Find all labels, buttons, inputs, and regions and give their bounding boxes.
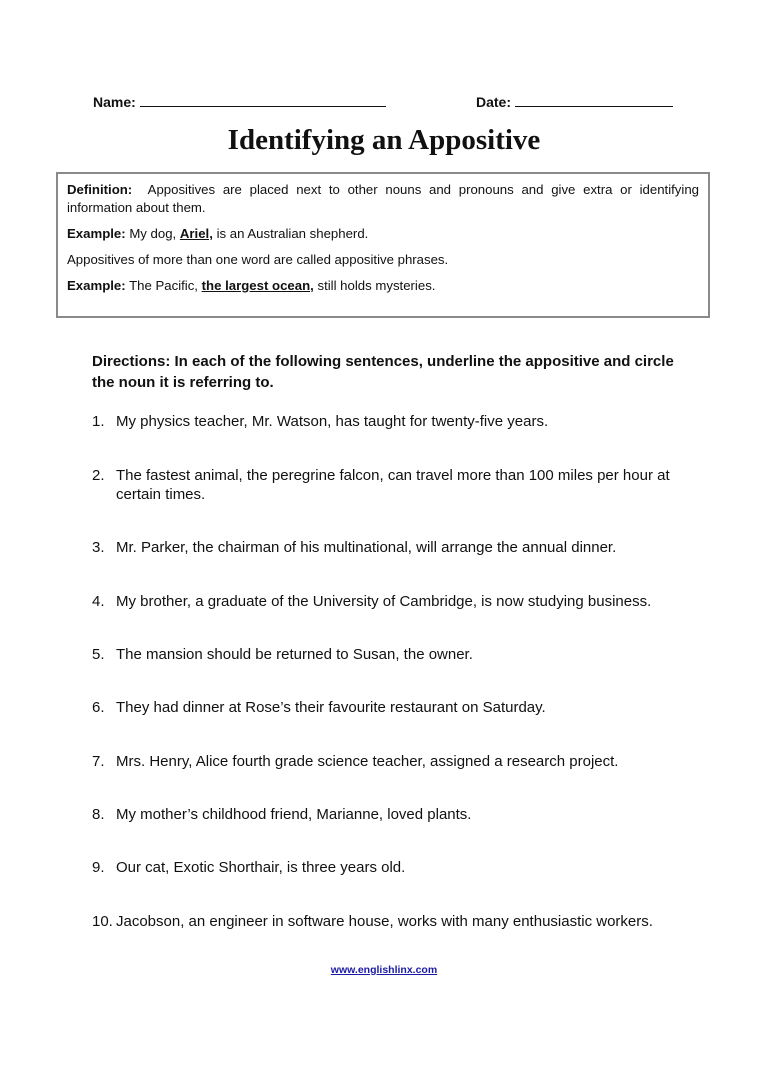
item-sentence: The mansion should be returned to Susan, the owner.	[116, 646, 473, 663]
item-sentence: Our cat, Exotic Shorthair, is three years old.	[116, 859, 406, 876]
name-field	[93, 92, 386, 110]
definition-box	[56, 172, 710, 318]
example-2	[67, 277, 699, 295]
phrase-note: Appositives of more than one word are called appositive phrases.	[67, 252, 449, 267]
item-number: 5.	[92, 646, 105, 663]
list-item	[92, 412, 682, 431]
item-number: 6.	[92, 699, 105, 716]
page-title: Identifying an Appositive	[227, 124, 541, 156]
item-sentence: The fastest animal, the peregrine falcon, can travel more than 100 miles per hour at certain times.	[116, 467, 670, 503]
example-2-before: The Pacific,	[129, 278, 198, 293]
item-number: 4.	[92, 593, 105, 610]
example-1-label: Example:	[67, 226, 126, 241]
name-blank-line	[140, 92, 386, 107]
item-sentence: Jacobson, an engineer in software house, works with many enthusiastic workers.	[116, 913, 653, 930]
item-sentence: My mother’s childhood friend, Marianne, loved plants.	[116, 806, 472, 823]
example-1-before: My dog,	[129, 226, 177, 241]
item-sentence: My brother, a graduate of the University of Cambridge, is now studying business.	[116, 593, 652, 610]
list-item	[92, 858, 682, 877]
date-blank-line	[515, 92, 673, 107]
list-item	[92, 538, 682, 557]
date-label: Date:	[476, 94, 512, 110]
example-1-appositive: Ariel,	[179, 226, 213, 241]
example-2-label: Example:	[67, 278, 126, 293]
item-sentence: Mr. Parker, the chairman of his multinational, will arrange the annual dinner.	[116, 539, 617, 556]
list-item	[92, 592, 682, 611]
name-label: Name:	[93, 94, 136, 110]
example-1	[67, 225, 699, 243]
directions: Directions: In each of the following sentences, underline the appositive and circle the noun it is referring to.	[92, 353, 674, 391]
item-number: 3.	[92, 539, 105, 556]
item-number: 7.	[92, 753, 105, 770]
list-item	[92, 912, 682, 931]
definition-paragraph	[67, 181, 699, 217]
item-number: 8.	[92, 806, 105, 823]
list-item	[92, 645, 682, 664]
definition-label: Definition:	[67, 182, 133, 197]
list-item	[92, 805, 682, 824]
footer	[0, 964, 768, 976]
item-number: 2.	[92, 467, 105, 484]
item-sentence: My physics teacher, Mr. Watson, has taught for twenty-five years.	[116, 413, 549, 430]
footer-website-link[interactable]: www.englishlinx.com	[330, 964, 438, 976]
list-item	[92, 752, 682, 771]
definition-text: Appositives are placed next to other nouns and pronouns and give extra or identifying information about them.	[67, 182, 699, 215]
date-field	[476, 92, 673, 110]
list-item	[92, 466, 682, 504]
example-2-after: still holds mysteries.	[317, 278, 436, 293]
example-2-appositive: the largest ocean,	[201, 278, 314, 293]
item-sentence: Mrs. Henry, Alice fourth grade science teacher, assigned a research project.	[116, 753, 619, 770]
item-sentence: They had dinner at Rose’s their favourite restaurant on Saturday.	[116, 699, 546, 716]
item-number: 9.	[92, 859, 105, 876]
item-number: 10.	[92, 913, 113, 930]
item-number: 1.	[92, 413, 105, 430]
example-1-after: is an Australian shepherd.	[216, 226, 369, 241]
list-item	[92, 698, 682, 717]
